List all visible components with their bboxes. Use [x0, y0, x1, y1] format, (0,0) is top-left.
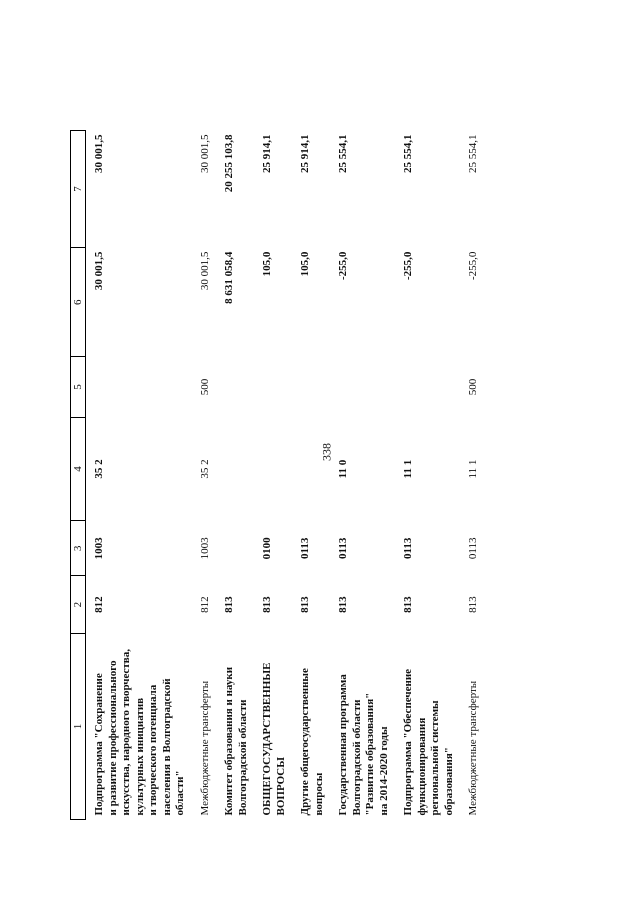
row-name-line: Государственная программа — [337, 674, 349, 816]
cell-c5 — [292, 357, 330, 417]
cell-c6: 8 631 058,4 — [223, 251, 235, 304]
cell-c3: 0113 — [337, 537, 349, 560]
row-name-line: ОБЩЕГОСУДАРСТВЕННЫЕ — [261, 662, 273, 816]
cell-c6: -255,0 — [402, 251, 414, 280]
cell-c2: 813 — [467, 596, 479, 613]
row-name-line: области" — [174, 770, 186, 816]
row-name-cell — [292, 634, 330, 820]
row-name-line: "Развитие образования" — [364, 692, 376, 816]
row-name-line: на 2014-2020 годы — [377, 726, 390, 816]
cell-c4: 11 0 — [337, 459, 349, 479]
row-name-line: искусства, народного творчества, — [120, 649, 132, 816]
cell-c3: 1003 — [198, 537, 211, 560]
header-col-7: 7 — [71, 131, 86, 248]
cell-c4: 11 1 — [402, 459, 414, 479]
row-name-line: Межбюджетные трансферты — [198, 680, 211, 816]
cell-c7: 25 914,1 — [261, 134, 273, 173]
cell-c5 — [216, 357, 254, 417]
cell-c4: 35 2 — [93, 459, 105, 479]
row-name-line: и творческого потенциала — [147, 684, 159, 816]
cell-c7: 25 554,1 — [337, 134, 349, 173]
table-row — [395, 131, 460, 820]
cell-c3: 0113 — [402, 537, 414, 560]
table-row — [86, 131, 192, 820]
cell-c5: 500 — [198, 378, 211, 396]
row-name-line: ВОПРОСЫ — [274, 756, 287, 816]
cell-c4 — [292, 417, 330, 521]
cell-c2: 813 — [299, 596, 311, 613]
row-name-line: вопросы — [312, 772, 325, 816]
budget-table — [70, 130, 485, 820]
cell-c6: 105,0 — [299, 251, 311, 277]
cell-c7: 30 001,5 — [198, 134, 211, 173]
row-name-cell — [216, 634, 254, 820]
table-row — [216, 131, 254, 820]
row-name-cell — [192, 634, 217, 820]
table-row — [460, 131, 485, 820]
cell-c7: 20 255 103,8 — [223, 134, 235, 193]
row-name-line: Подпрограмма "Обеспечение — [402, 668, 414, 816]
page-number: 338 — [319, 443, 334, 461]
cell-c5 — [86, 357, 192, 417]
cell-c6: 105,0 — [261, 251, 273, 277]
cell-c4: 35 2 — [198, 459, 211, 479]
header-col-5: 5 — [71, 357, 86, 417]
row-name-line: и развитие профессионального — [106, 660, 119, 816]
row-name-line: населения в Волгоградской — [160, 678, 173, 816]
header-col-4: 4 — [71, 417, 86, 521]
row-name-cell — [330, 634, 395, 820]
row-name-line: региональной системы — [429, 700, 441, 816]
cell-c6: -255,0 — [337, 251, 349, 280]
cell-c3: 0113 — [299, 537, 311, 560]
cell-c6: -255,0 — [467, 251, 479, 280]
row-name-line: культурных инициатив — [133, 697, 146, 816]
cell-c3: 1003 — [93, 537, 105, 560]
header-col-3: 3 — [71, 521, 86, 576]
table-row — [330, 131, 395, 820]
row-name-line: Межбюджетные трансферты — [467, 680, 479, 816]
row-name-line: Волгоградской области — [236, 699, 249, 816]
row-name-line: функционирования — [415, 717, 428, 816]
table-row — [292, 131, 330, 820]
cell-c2: 813 — [337, 596, 349, 613]
cell-c5 — [395, 357, 460, 417]
cell-c2: 812 — [198, 596, 211, 613]
row-name-cell — [395, 634, 460, 820]
cell-c6: 30 001,5 — [198, 251, 211, 291]
cell-c6: 30 001,5 — [93, 251, 105, 291]
cell-c4 — [216, 417, 254, 521]
cell-c2: 813 — [261, 596, 273, 613]
row-name-line: Волгоградской области — [350, 699, 363, 816]
cell-c7: 25 554,1 — [402, 134, 414, 173]
cell-c5 — [330, 357, 395, 417]
row-name-line: образования" — [442, 747, 455, 816]
cell-c5: 500 — [467, 378, 479, 396]
cell-c5 — [254, 357, 292, 417]
cell-c3: 0113 — [467, 537, 479, 560]
row-name-line: Другие общегосударственные — [299, 668, 311, 816]
row-name-cell — [460, 634, 485, 820]
cell-c2: 813 — [402, 596, 414, 613]
cell-c7: 30 001,5 — [93, 134, 105, 173]
cell-c7: 25 554,1 — [467, 134, 479, 173]
cell-c4 — [254, 417, 292, 521]
row-name-cell — [86, 634, 192, 820]
cell-c2: 812 — [93, 596, 105, 613]
cell-c7: 25 914,1 — [299, 134, 311, 173]
table-row — [254, 131, 292, 820]
header-row — [71, 131, 86, 820]
table-row — [192, 131, 217, 820]
header-col-2: 2 — [71, 576, 86, 634]
header-col-6: 6 — [71, 248, 86, 357]
cell-c3: 0100 — [261, 537, 273, 560]
cell-c4: 11 1 — [467, 459, 479, 479]
header-col-1: 1 — [71, 634, 86, 820]
row-name-line: Комитет образования и науки — [223, 666, 235, 816]
row-name-line: Подпрограмма "Сохранение — [93, 673, 105, 816]
cell-c3 — [216, 521, 254, 576]
cell-c2: 813 — [223, 596, 235, 613]
row-name-cell — [254, 634, 292, 820]
